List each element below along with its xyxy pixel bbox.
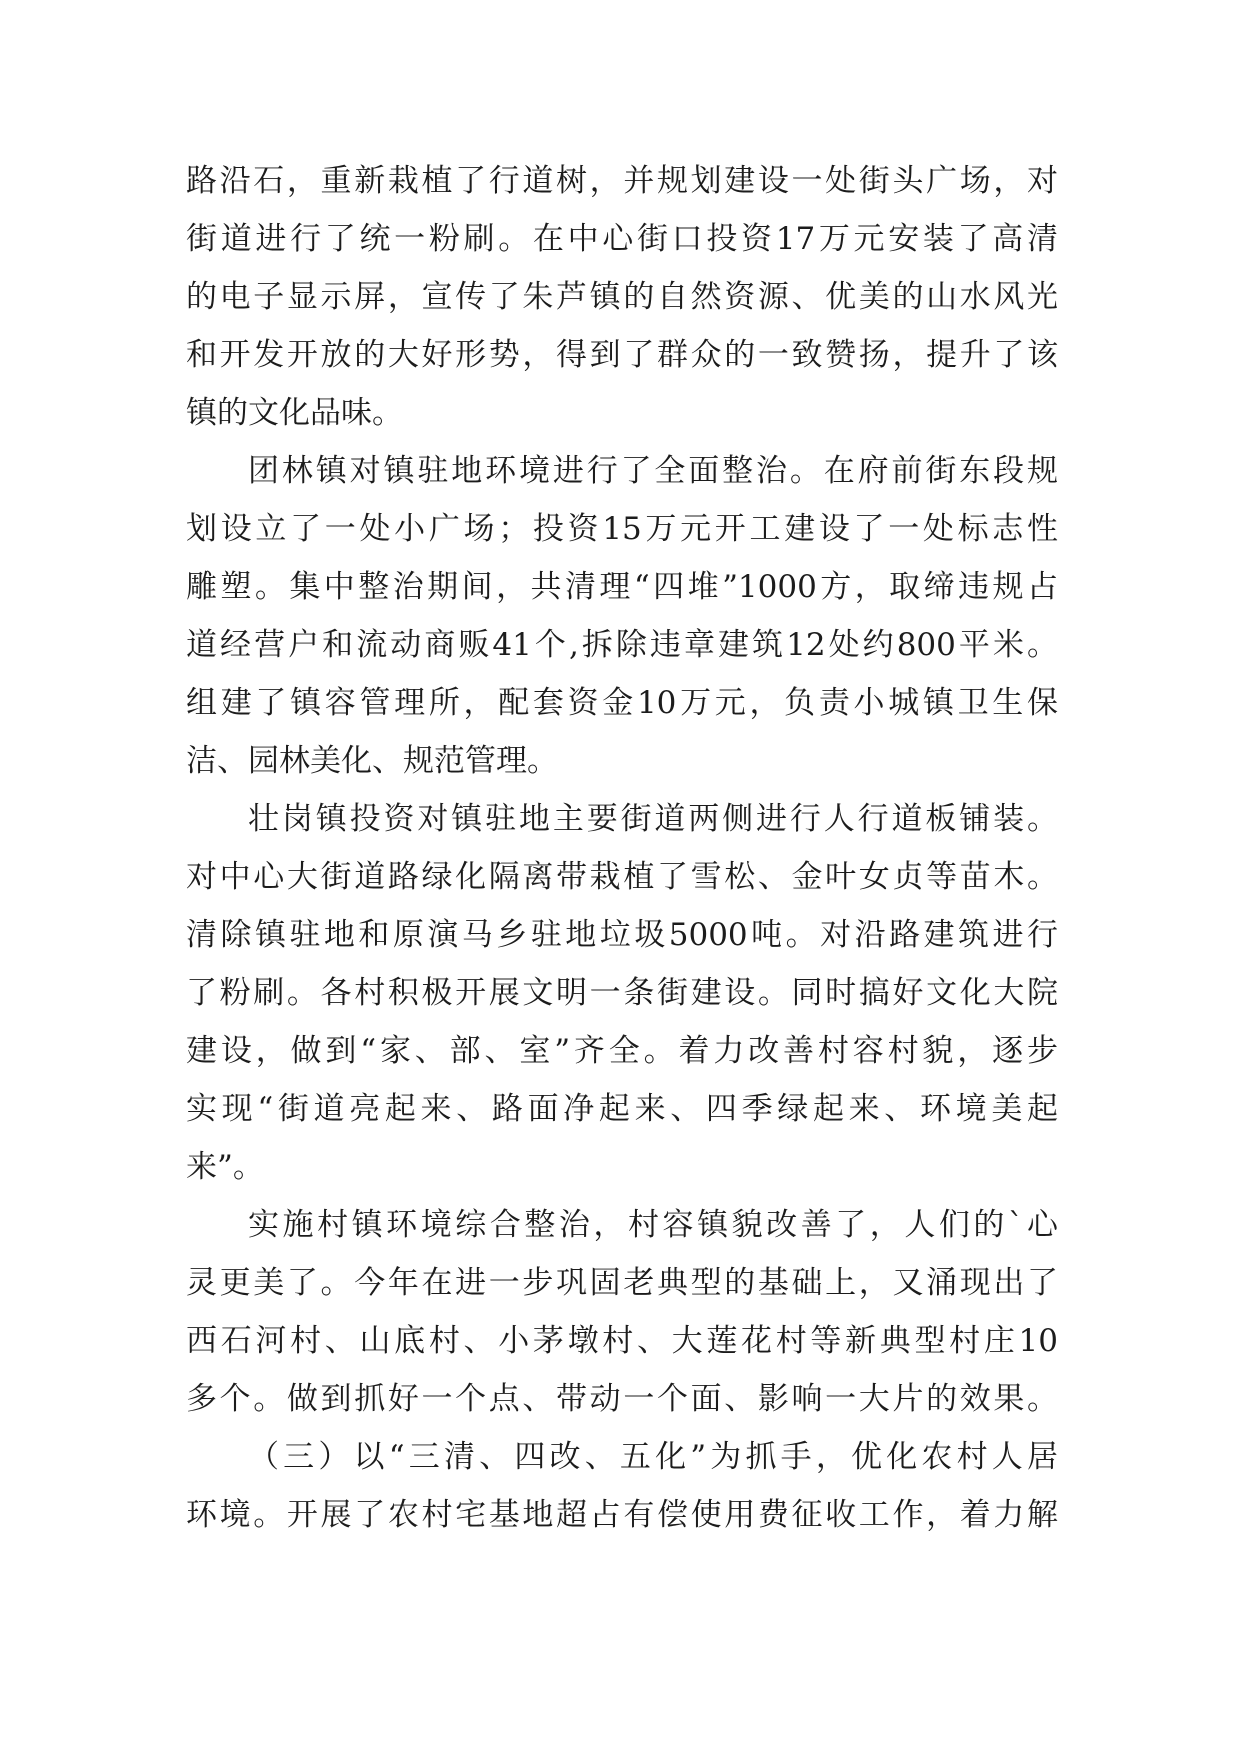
text-line: 的电子显示屏，宣传了朱芦镇的自然资源、优美的山水风光 [186,279,1058,315]
text-line: 建设，做到“家、部、室”齐全。着力改善村容村貌，逐步 [186,1033,1058,1069]
text-line: 壮岗镇投资对镇驻地主要街道两侧进行人行道板铺装。 [248,801,1058,837]
text-line: 划设立了一处小广场；投资15万元开工建设了一处标志性 [186,511,1058,547]
document-body [186,152,1058,1544]
text-line: 灵更美了。今年在进一步巩固老典型的基础上，又涌现出了 [186,1265,1058,1301]
text-line: 镇的文化品味。 [186,395,403,431]
text-line: 和开发开放的大好形势，得到了群众的一致赞扬，提升了该 [186,337,1058,373]
text-line: 街道进行了统一粉刷。在中心街口投资17万元安装了高清 [186,221,1058,257]
text-line: 路沿石，重新栽植了行道树，并规划建设一处街头广场，对 [186,163,1058,199]
text-line: 团林镇对镇驻地环境进行了全面整治。在府前街东段规 [248,453,1058,489]
text-line: 来”。 [186,1149,264,1185]
text-line: 西石河村、山底村、小茅墩村、大莲花村等新典型村庄10 [186,1323,1058,1359]
text-line: 道经营户和流动商贩41个,拆除违章建筑12处约800平米。 [186,627,1058,663]
text-line: 环境。开展了农村宅基地超占有偿使用费征收工作，着力解 [186,1497,1058,1533]
text-line: 实现“街道亮起来、路面净起来、四季绿起来、环境美起 [186,1091,1058,1127]
text-line: 组建了镇容管理所，配套资金10万元，负责小城镇卫生保 [186,685,1058,721]
text-line: 多个。做到抓好一个点、带动一个面、影响一大片的效果。 [186,1381,1058,1417]
text-line: 实施村镇环境综合整治，村容镇貌改善了，人们的`心 [248,1207,1058,1243]
text-line: 洁、园林美化、规范管理。 [186,743,558,779]
text-line: 清除镇驻地和原演马乡驻地垃圾5000吨。对沿路建筑进行 [186,917,1058,953]
text-line: 对中心大街道路绿化隔离带栽植了雪松、金叶女贞等苗木。 [186,859,1058,895]
text-line: （三）以“三清、四改、五化”为抓手，优化农村人居 [248,1439,1058,1475]
text-line: 了粉刷。各村积极开展文明一条街建设。同时搞好文化大院 [186,975,1058,1011]
text-line: 雕塑。集中整治期间，共清理“四堆”1000方，取缔违规占 [186,569,1058,605]
